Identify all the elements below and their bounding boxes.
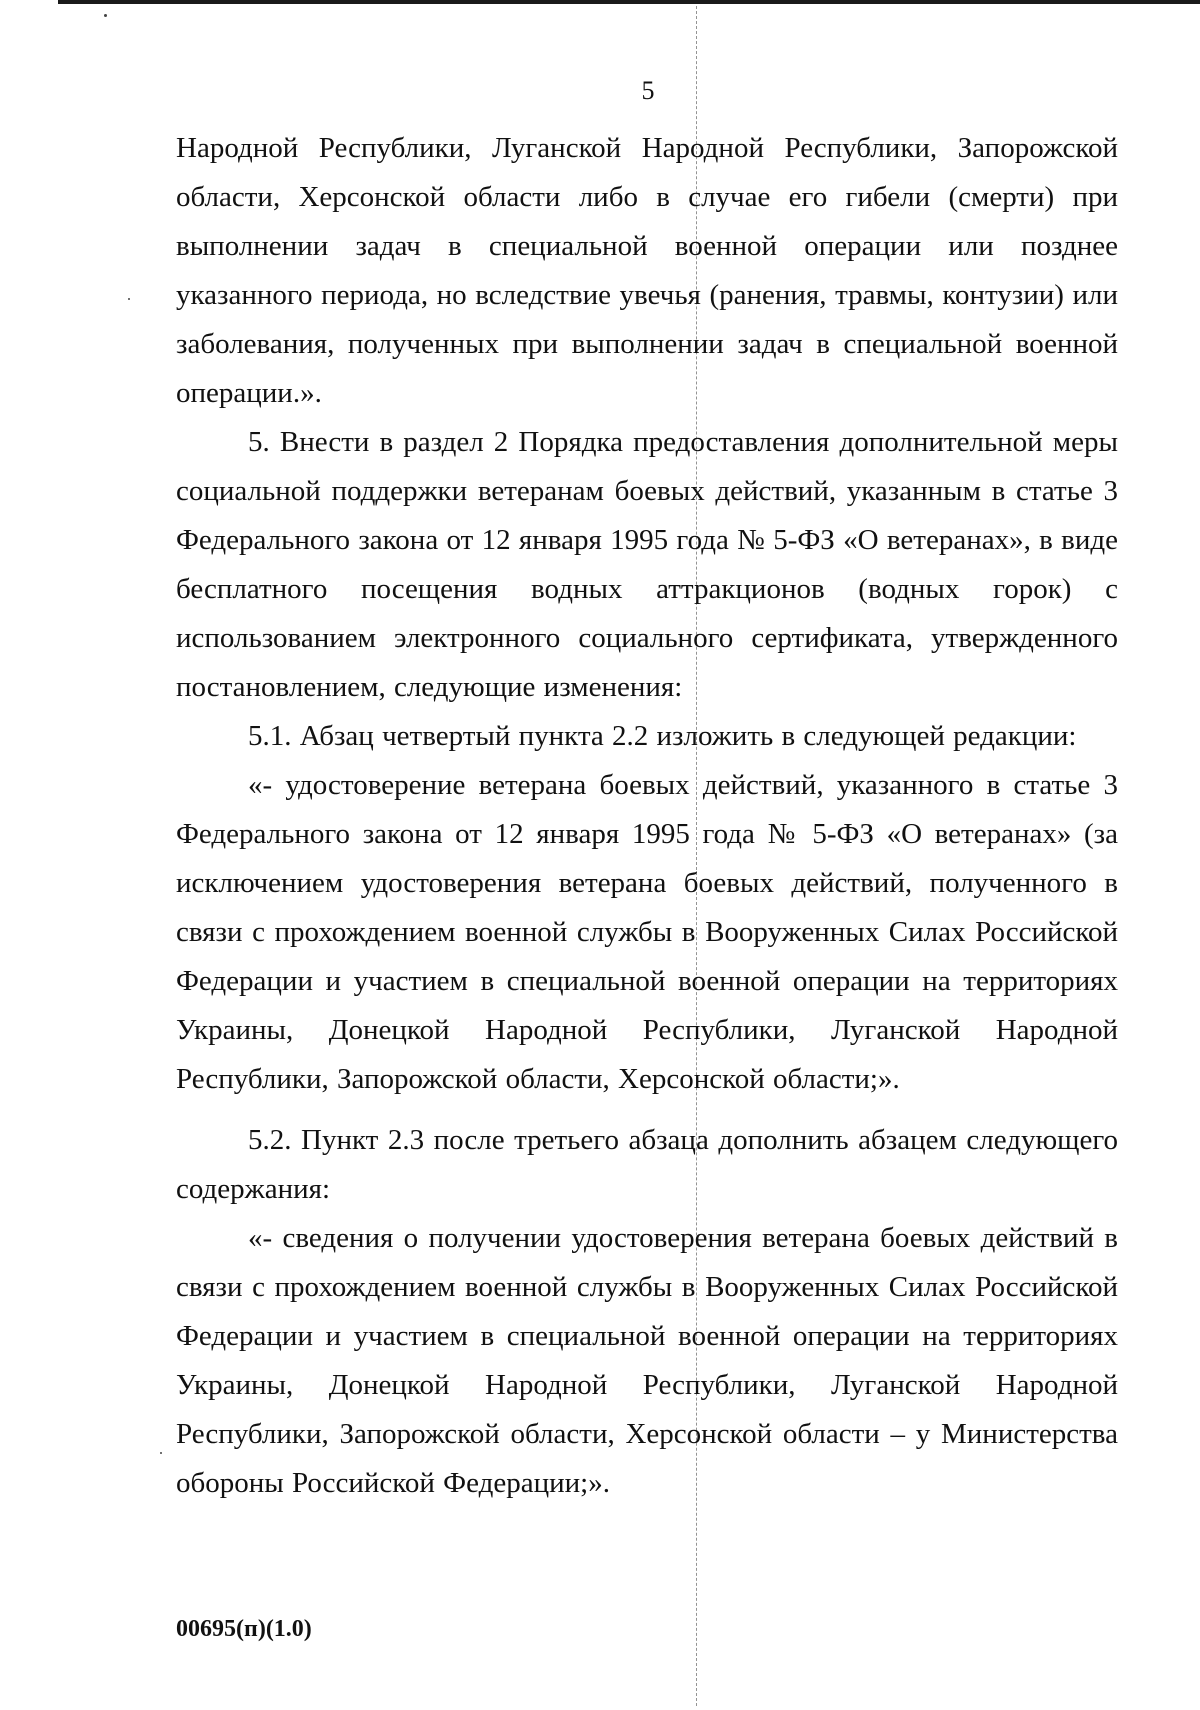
document-code: 00695(п)(1.0) bbox=[176, 1616, 312, 1642]
scan-speck bbox=[104, 14, 107, 17]
paragraph-item-5-1-quote: «- удостоверение ветерана боевых действий, указанного в статье 3 Федерального закона от 12 января 1995 года № 5-ФЗ «О ветеранах» (за исключением удостоверения ветерана боевых действий, полученного в связи с прохождением военной службы в Вооруженных Силах Российской Федерации и участием в специальной военной операции на территориях Украины, Донецкой Народной Республики, Луганской Народной Республики, Запорожской области, Херсонской области;». bbox=[176, 769, 1118, 1095]
top-border-rule bbox=[58, 0, 1200, 4]
paragraph-item-5-2-quote: «- сведения о получении удостоверения ветерана боевых действий в связи с прохождением военной службы в Вооруженных Силах Российской Федерации и участием в специальной военной операции на территориях Украины, Донецкой Народной Республики, Луганской Народной Республики, Запорожской области, Херсонской области – у Министерства обороны Российской Федерации;». bbox=[176, 1222, 1118, 1499]
scan-speck bbox=[128, 298, 130, 300]
scan-speck bbox=[160, 1452, 162, 1454]
paragraph-item-5: 5. Внести в раздел 2 Порядка предоставления дополнительной меры социальной поддержки ветеранам боевых действий, указанным в статье 3 Федерального закона от 12 января 1995 года № 5-ФЗ «О ветеранах», в виде бесплатного посещения водных аттракционов (водных горок) с использованием электронного социального сертификата, утвержденного постановлением, следующие изменения: bbox=[176, 426, 1118, 703]
paragraph-item-5-1: 5.1. Абзац четвертый пункта 2.2 изложить в следующей редакции: bbox=[248, 720, 1077, 752]
paragraph-continuation: Народной Республики, Луганской Народной Республики, Запорожской области, Херсонской области либо в случае его гибели (смерти) при выполнении задач в специальной военной операции или позднее указанного периода, но вследствие увечья (ранения, травмы, контузии) или заболевания, полученных при выполнении задач в специальной военной операции.». bbox=[176, 132, 1118, 409]
document-body bbox=[176, 124, 1118, 1508]
paragraph-item-5-2: 5.2. Пункт 2.3 после третьего абзаца дополнить абзацем следующего содержания: bbox=[176, 1124, 1118, 1205]
page-number: 5 bbox=[641, 76, 655, 105]
